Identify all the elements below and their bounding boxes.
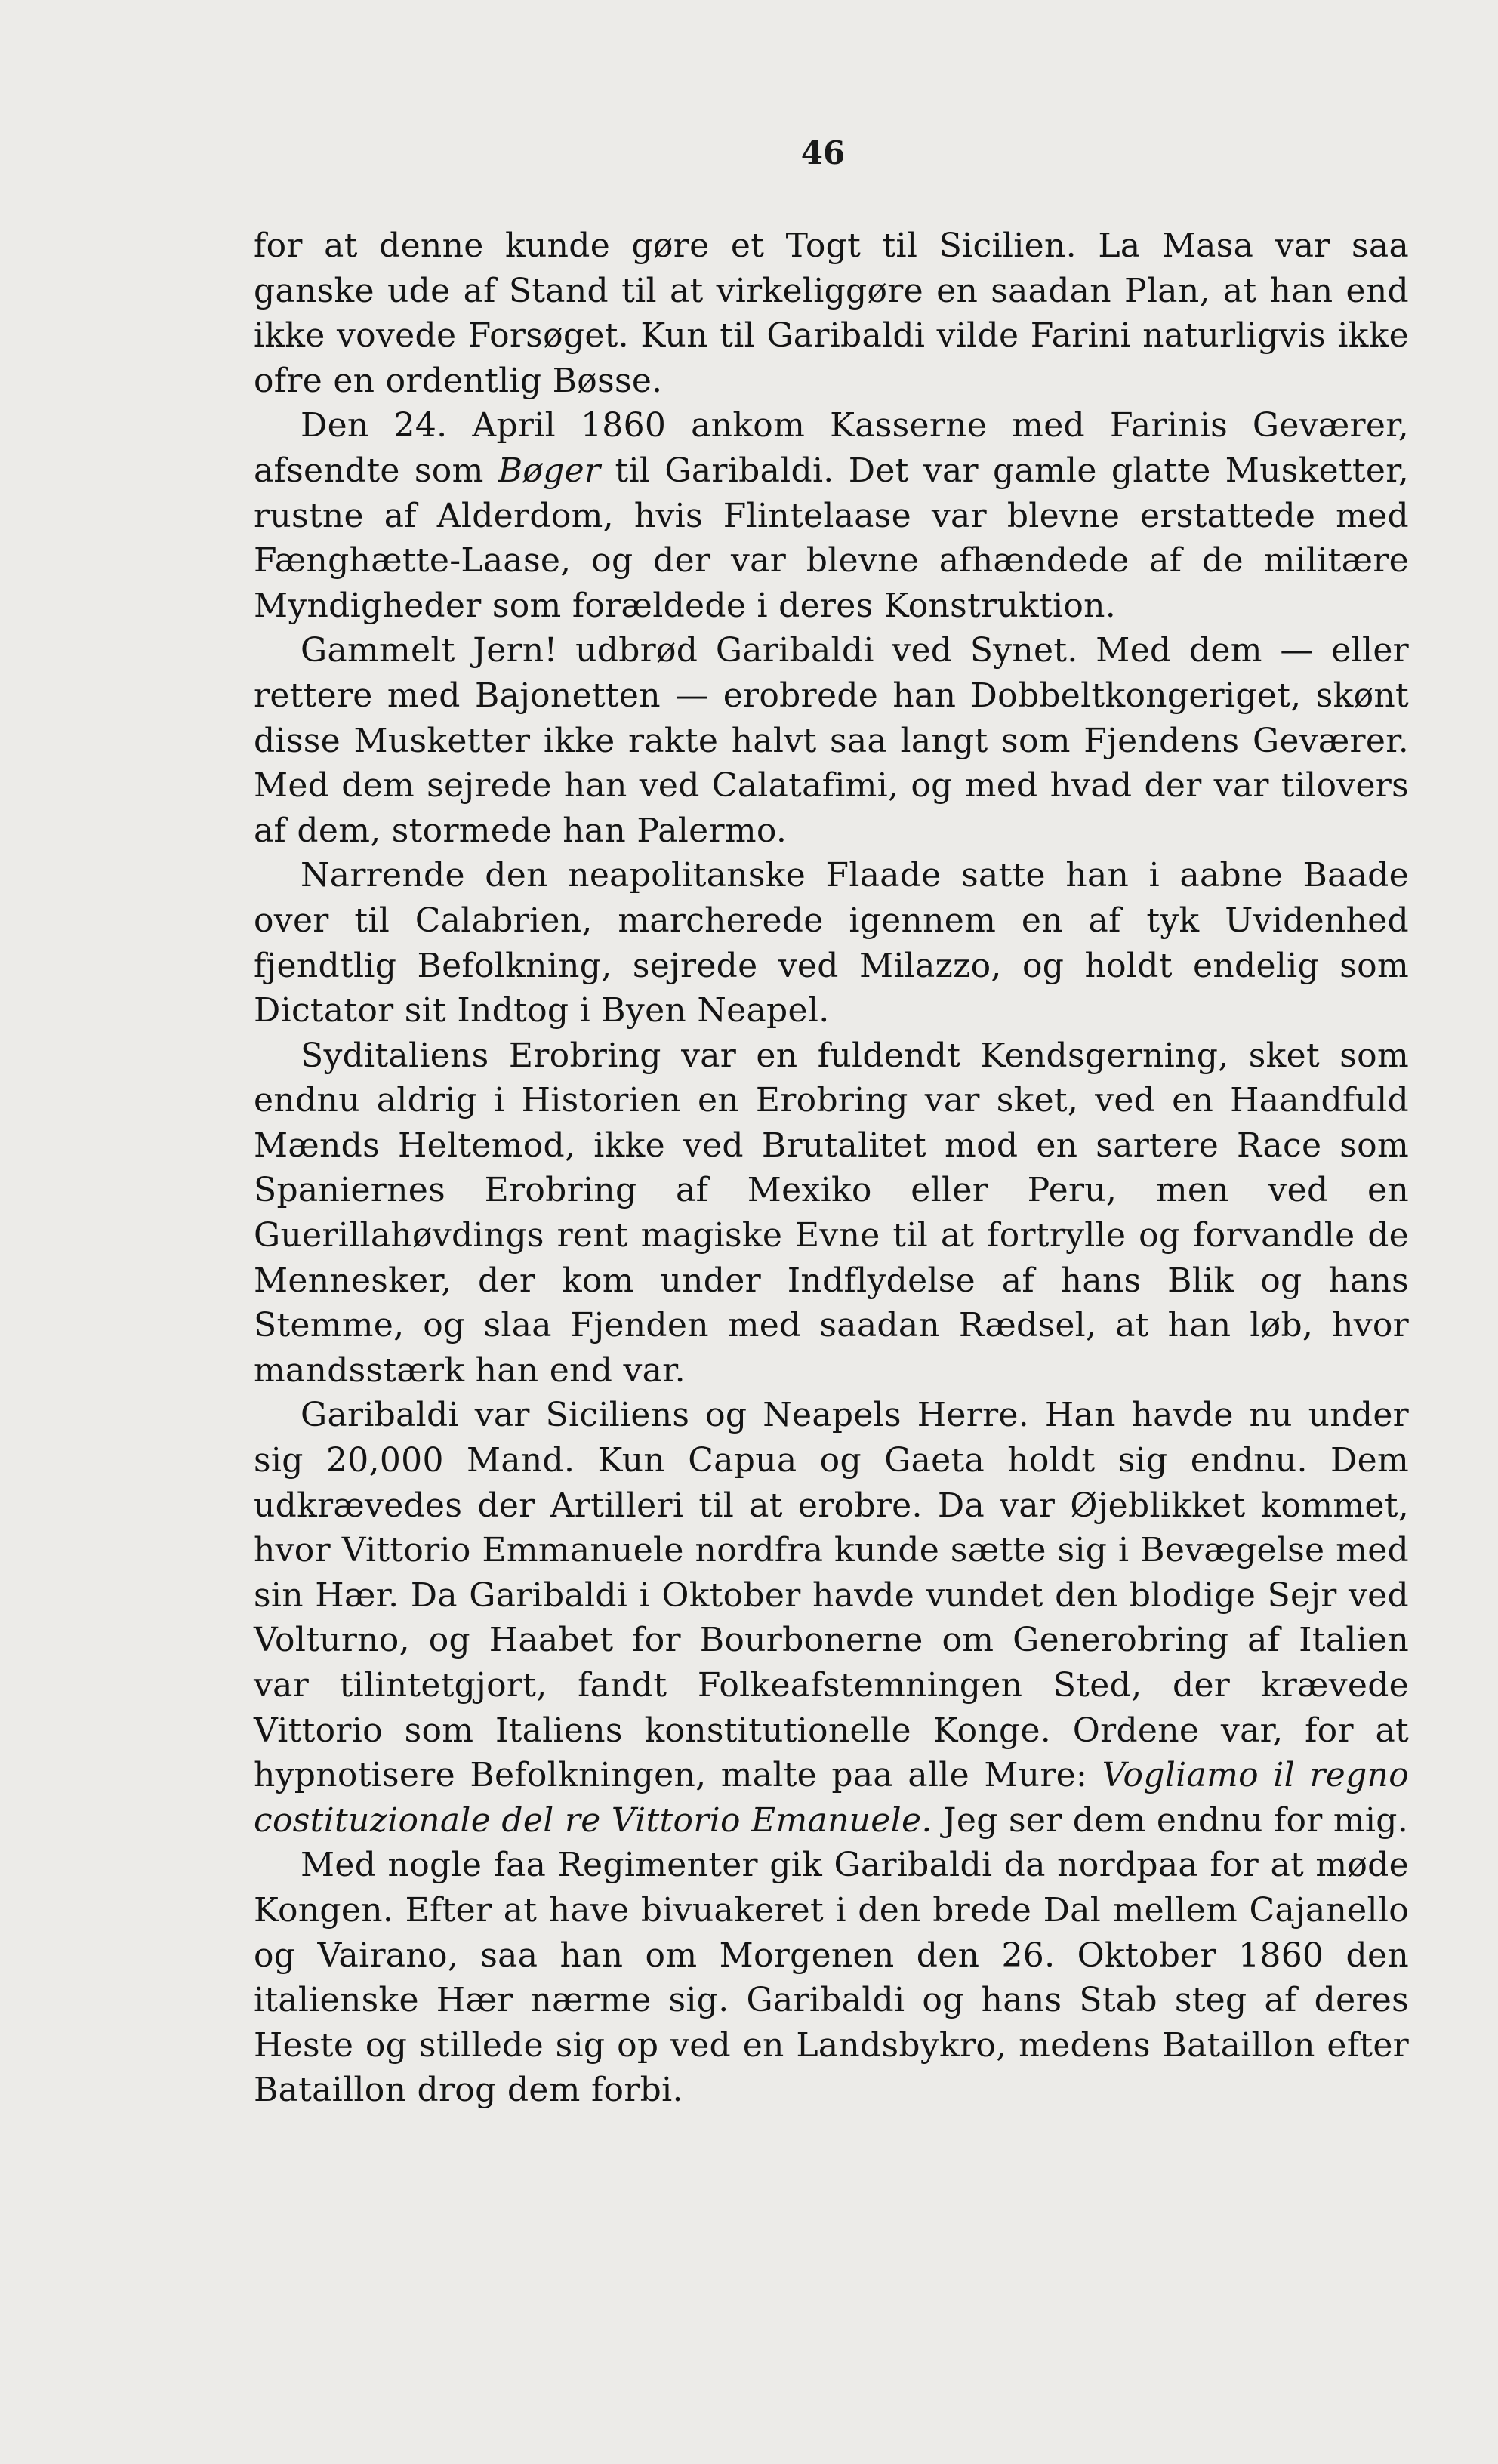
paragraph-6-text-b: Jeg ser dem endnu for mig. (932, 1800, 1409, 1840)
paragraph-7: Med nogle faa Regimenter gik Garibaldi da nordpaa for at møde Kongen. Efter at have bivuakeret i den brede Dal mellem Cajanello og Vairano, saa han om Morgenen den 26. Oktober 1860 den italienske Hær nærme sig. Garibaldi og hans Stab steg af deres Heste og stillede sig op ved en Landsbykro, medens Bataillon efter Bataillon drog dem forbi. (254, 1846, 1409, 2110)
paragraph-1: for at denne kunde gøre et Togt til Sicilien. La Masa var saa ganske ude af Stand til at virkeliggøre en saadan Plan, at han end ikke vovede Forsøget. Kun til Garibaldi vilde Farini naturligvis ikke ofre en ordentlig Bøsse. (254, 226, 1409, 400)
paragraph-2-text-b: til Garibaldi. Det var gamle glatte Musketter, rustne af Alderdom, hvis Flintelaase var blevne erstattede med Fænghætte-Laase, og der var blevne afhændede af de militære Myndigheder som forældede i deres Konstruktion. (254, 451, 1410, 625)
page-number: 46 (800, 134, 846, 171)
body-text (254, 223, 1409, 2113)
paragraph-2-text-a: Den 24. April 1860 ankom Kasserne med Farinis Geværer, afsendte som (254, 406, 1409, 490)
paragraph-6 (254, 1393, 1409, 1843)
paragraph-5: Syditaliens Erobring var en fuldendt Kendsgerning, sket som endnu aldrig i Historien en Erobring var sket, ved en Haandfuld Mænds Heltemod, ikke ved Brutalitet mod en sartere Race som Spaniernes Erobring af Mexiko eller Peru, men ved en Guerillahøvdings rent magiske Evne til at fortrylle og forvandle de Mennesker, der kom under Indflydelse af hans Blik og hans Stemme, og slaa Fjenden med saadan Rædsel, at han løb, hvor mandsstærk han end var. (254, 1036, 1409, 1390)
paragraph-2 (254, 403, 1409, 628)
paragraph-2-italic: Bøger (498, 451, 601, 490)
paragraph-3: Gammelt Jern! udbrød Garibaldi ved Synet. Med dem — eller rettere med Bajonetten — erobrede han Dobbeltkongeriget, skønt disse Musketter ikke rakte halvt saa langt som Fjendens Geværer. Med dem sejrede han ved Calatafimi, og med hvad der var tilovers af dem, stormede han Palermo. (254, 631, 1409, 850)
paragraph-6-italic: Vogliamo il regno costituzionale del re Vittorio Emanuele. (254, 1756, 1409, 1840)
paragraph-6-text-a: Garibaldi var Siciliens og Neapels Herre. Han havde nu under sig 20,000 Mand. Kun Capua og Gaeta holdt sig endnu. Dem udkrævedes der Artilleri til at erobre. Da var Øjeblikket kommet, hvor Vittorio Emmanuele nordfra kunde sætte sig i Bevægelse med sin Hær. Da Garibaldi i Oktober havde vundet den blodige Sejr ved Volturno, og Haabet for Bourbonerne om Generobring af Italien var tilintetgjort, fandt Folkeafstemningen Sted, der krævede Vittorio som Italiens konstitutionelle Konge. Ordene var, for at hypnotisere Befolkningen, malte paa alle Mure: (254, 1396, 1409, 1795)
paragraph-4: Narrende den neapolitanske Flaade satte han i aabne Baade over til Calabrien, marcherede igennem en af tyk Uvidenhed fjendtlig Befolkning, sejrede ved Milazzo, og holdt endelig som Dictator sit Indtog i Byen Neapel. (254, 856, 1409, 1030)
